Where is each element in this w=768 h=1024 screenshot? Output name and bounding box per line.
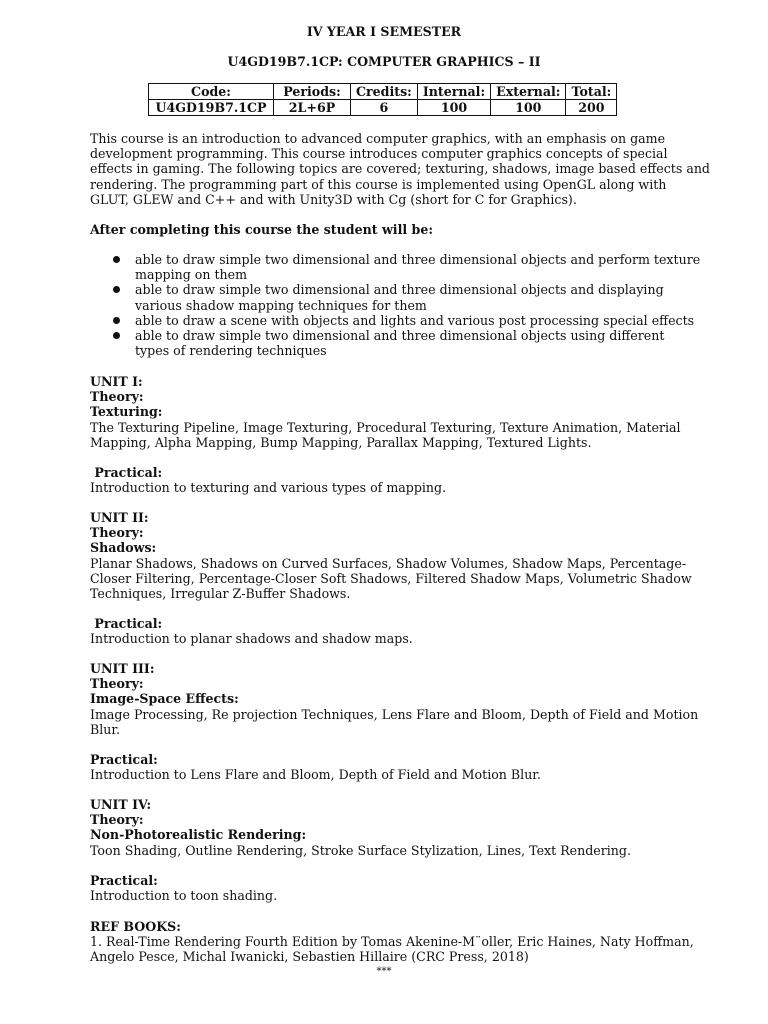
credits-label: Credits:: [351, 84, 418, 100]
internal-label: Internal:: [417, 84, 490, 100]
unit-content-line: Closer Filtering, Percentage-Closer Soft Shadows, Filtered Shadow Maps, Volumetric Shadow: [90, 570, 692, 586]
bullet-icon: [113, 317, 120, 324]
practical-label: Practical:: [90, 465, 163, 481]
list-item: [90, 328, 690, 358]
unit-1-section: [90, 374, 690, 495]
topic-heading: Non-Photorealistic Rendering:: [90, 827, 307, 843]
intro-line: rendering. The programming part of this course is implemented using OpenGL along with: [90, 176, 667, 192]
course-info-table: [148, 83, 617, 116]
outcome-line: various shadow mapping techniques for them: [135, 297, 427, 313]
intro-paragraph: [90, 131, 710, 207]
unit-heading: UNIT IV:: [90, 797, 152, 812]
topic-heading: Shadows:: [90, 540, 157, 556]
practical-label: Practical:: [90, 616, 163, 632]
list-item: [90, 312, 695, 328]
periods-label: Periods:: [274, 84, 351, 100]
outcome-line: types of rendering techniques: [135, 343, 327, 359]
info-label-row: [149, 84, 617, 100]
unit-content-line: Mapping, Alpha Mapping, Bump Mapping, Parallax Mapping, Textured Lights.: [90, 434, 592, 450]
intro-line: This course is an introduction to advanced computer graphics, with an emphasis on game: [90, 131, 666, 146]
code-label: Code:: [149, 84, 274, 100]
outcome-line: mapping on them: [135, 267, 248, 283]
practical-text: Introduction to planar shadows and shadow maps.: [90, 631, 413, 647]
unit-heading: UNIT III:: [90, 661, 155, 676]
bullet-icon: [113, 286, 120, 293]
practical-text: Introduction to texturing and various types of mapping.: [90, 480, 447, 496]
intro-line: development programming. This course introduces computer graphics concepts of special: [90, 146, 668, 162]
bullet-icon: [113, 332, 120, 339]
internal-value: 100: [417, 100, 490, 116]
external-value: 100: [491, 100, 566, 116]
topic-heading: Texturing:: [90, 404, 163, 420]
unit-content-line: Toon Shading, Outline Rendering, Stroke Surface Stylization, Lines, Text Rendering.: [90, 842, 631, 858]
end-mark: ***: [376, 966, 392, 977]
info-value-row: [149, 100, 617, 116]
theory-label: Theory:: [90, 525, 144, 541]
practical-label: Practical:: [90, 872, 158, 888]
practical-text: Introduction to Lens Flare and Bloom, Depth of Field and Motion Blur.: [90, 767, 541, 783]
semester-heading: IV YEAR I SEMESTER: [306, 24, 462, 39]
credits-value: 6: [351, 100, 418, 116]
list-item: [90, 252, 701, 283]
unit-content-line: Planar Shadows, Shadows on Curved Surfaces, Shadow Volumes, Shadow Maps, Percentage-: [90, 555, 687, 571]
periods-value: 2L+6P: [274, 100, 351, 116]
code-value: U4GD19B7.1CP: [149, 100, 274, 116]
outcome-line: able to draw a scene with objects and lights and various post processing special effects: [135, 312, 695, 328]
references-heading: REF BOOKS:: [90, 919, 181, 934]
theory-label: Theory:: [90, 676, 144, 692]
unit-content-line: Techniques, Irregular Z-Buffer Shadows.: [90, 586, 351, 602]
theory-label: Theory:: [90, 812, 144, 828]
unit-heading: UNIT II:: [90, 510, 149, 525]
topic-heading: Image-Space Effects:: [90, 691, 239, 707]
outcomes-heading: After completing this course the student will be:: [90, 222, 433, 237]
references-section: [90, 919, 694, 965]
practical-label: Practical:: [90, 752, 158, 768]
outcome-line: able to draw simple two dimensional and three dimensional objects and displaying: [135, 282, 664, 298]
external-label: External:: [491, 84, 566, 100]
reference-line: 1. Real-Time Rendering Fourth Edition by Tomas Akenine-M¨oller, Eric Haines, Naty Hoffman,: [90, 934, 694, 950]
unit-content-line: The Texturing Pipeline, Image Texturing, Procedural Texturing, Texture Animation, Material: [90, 419, 681, 435]
unit-content-line: Blur.: [90, 721, 121, 737]
unit-content-line: Image Processing, Re projection Techniques, Lens Flare and Bloom, Depth of Field and Motion: [90, 706, 699, 722]
unit-2-section: [90, 510, 690, 647]
intro-line: GLUT, GLEW and C++ and with Unity3D with Cg (short for C for Graphics).: [90, 191, 577, 207]
intro-line: effects in gaming. The following topics are covered; texturing, shadows, image based effects and: [90, 161, 710, 177]
list-item: [90, 282, 690, 312]
outcomes-list: [90, 252, 701, 359]
unit-heading: UNIT I:: [90, 374, 143, 389]
course-title: U4GD19B7.1CP: COMPUTER GRAPHICS – II: [227, 54, 541, 69]
outcome-line: able to draw simple two dimensional and three dimensional objects using different: [135, 328, 665, 344]
unit-4-section: [90, 797, 690, 903]
bullet-icon: [113, 256, 120, 263]
unit-3-section: [90, 661, 699, 783]
reference-line: Angelo Pesce, Michal Iwanicki, Sebastien Hillaire (CRC Press, 2018): [90, 949, 529, 965]
total-label: Total:: [566, 84, 617, 100]
practical-text: Introduction to toon shading.: [90, 888, 278, 904]
outcome-line: able to draw simple two dimensional and three dimensional objects and perform texture: [135, 252, 701, 267]
theory-label: Theory:: [90, 389, 144, 405]
total-value: 200: [566, 100, 617, 116]
